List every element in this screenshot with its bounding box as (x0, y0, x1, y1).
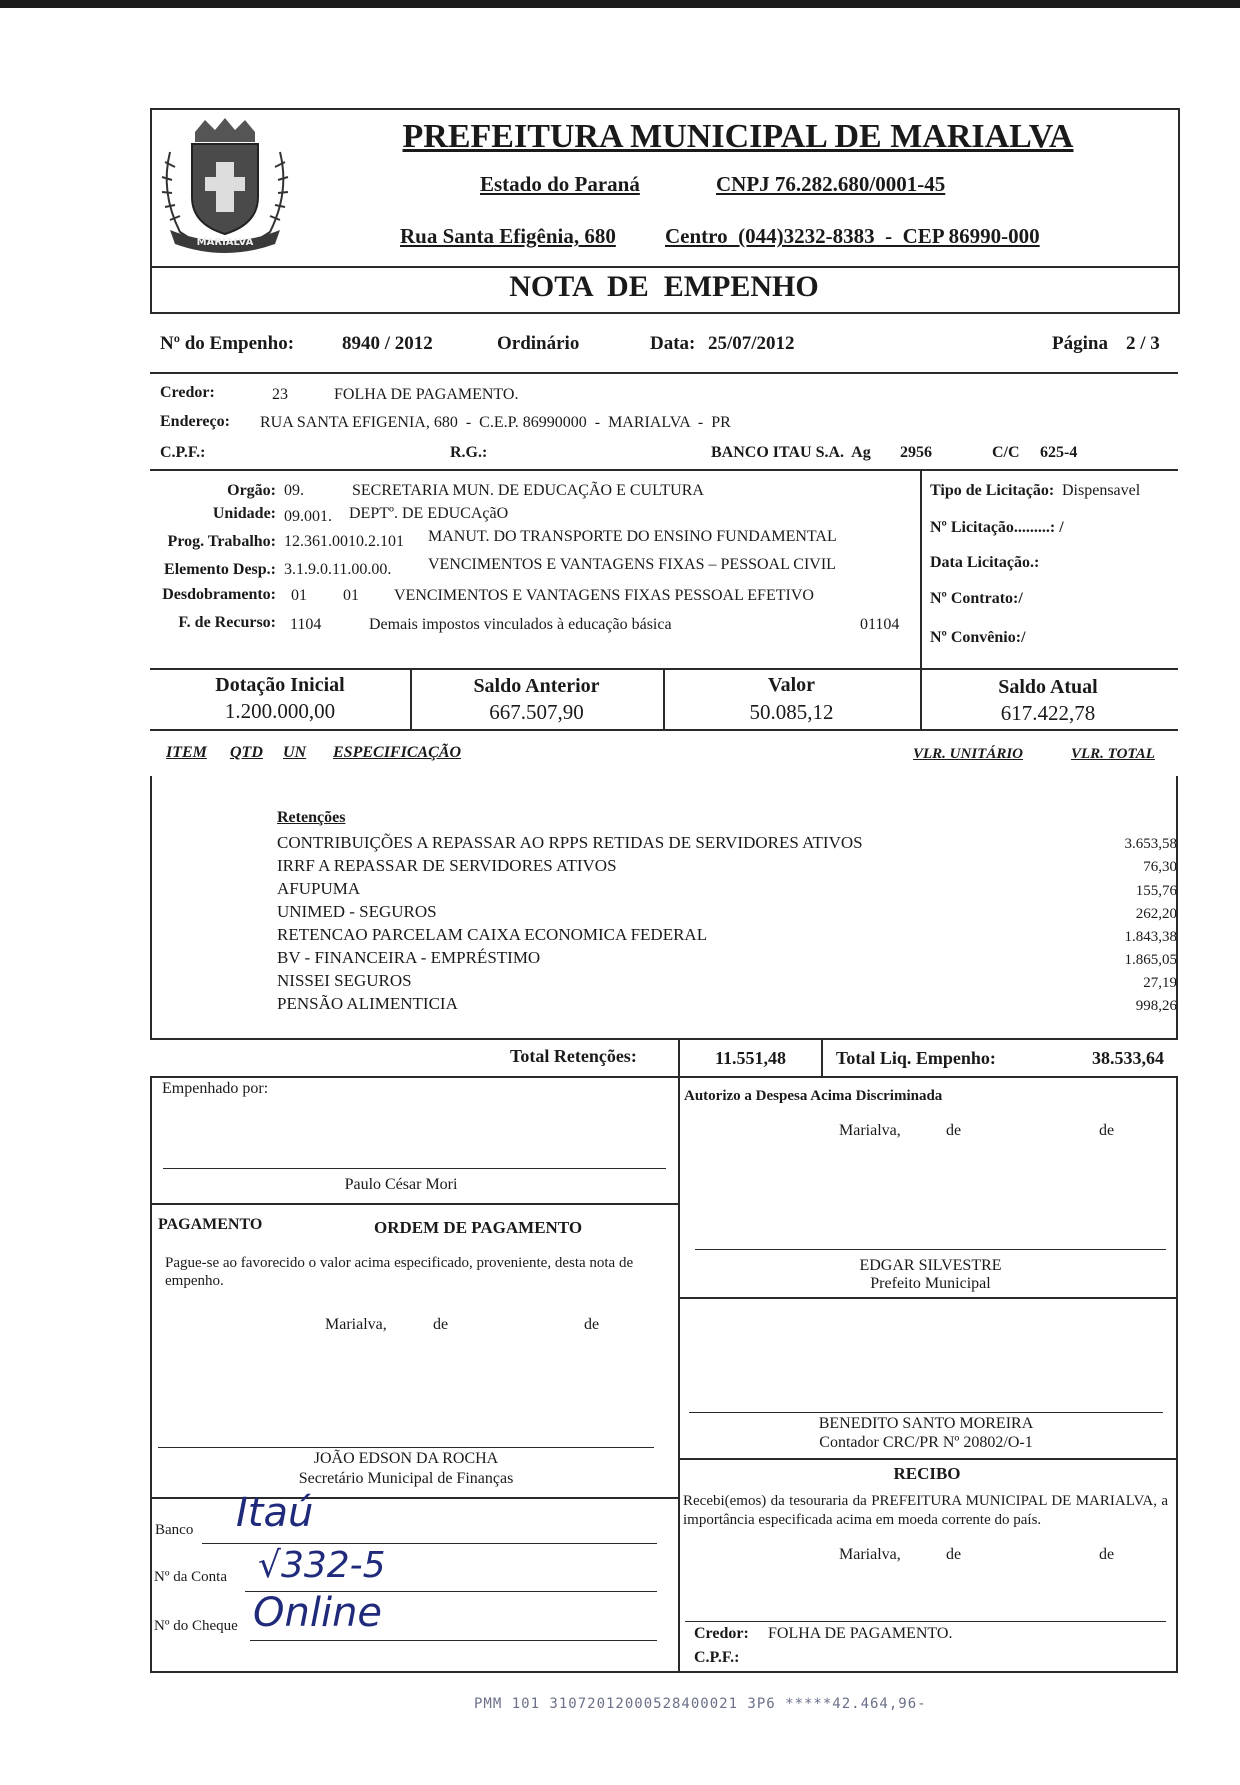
retencoes-title: Retenções (277, 809, 346, 826)
cc-label: C/C (992, 444, 1020, 461)
page-number: 2 / 3 (1126, 333, 1160, 354)
autorizo-label: Autorizo a Despesa Acima Discriminada (684, 1088, 943, 1104)
retencao-desc: PENSÃO ALIMENTICIA (277, 994, 458, 1013)
prefeito-name: EDGAR SILVESTRE (859, 1257, 1002, 1274)
total-liq-value: 38.533,64 (1092, 1048, 1164, 1068)
saldo-anterior-label: Saldo Anterior (473, 675, 600, 697)
col-item: ITEM (166, 744, 207, 761)
document-title: NOTA DE EMPENHO (509, 270, 819, 303)
ordem-pagamento-label: ORDEM DE PAGAMENTO (374, 1218, 583, 1237)
retencao-desc: IRRF A REPASSAR DE SERVIDORES ATIVOS (277, 856, 617, 875)
retencao-value: 27,19 (1143, 975, 1177, 991)
retencao-value: 3.653,58 (1124, 836, 1177, 852)
recibo-cpf-label: C.P.F.: (694, 1649, 740, 1666)
contador-signature-line (689, 1412, 1163, 1413)
orgao-label: Orgão: (227, 482, 276, 499)
prefeito-signature-line (695, 1249, 1166, 1250)
date-value: 25/07/2012 (708, 333, 795, 354)
contador-role: Contador CRC/PR Nº 20802/O-1 (819, 1434, 1033, 1451)
prog-label: Prog. Trabalho: (167, 533, 276, 550)
retencao-desc: RETENCAO PARCELAM CAIXA ECONOMICA FEDERAL (277, 925, 708, 944)
banco-line (202, 1543, 657, 1544)
ordem-de-1: de (433, 1316, 449, 1333)
empenhado-signature-line (163, 1168, 666, 1169)
empenho-type: Ordinário (497, 333, 580, 354)
numero-contrato: Nº Contrato:/ (930, 590, 1023, 607)
total-retencoes-label: Total Retenções: (510, 1046, 637, 1066)
unidade-code: 09.001. (284, 508, 332, 525)
orgao-code: 09. (284, 482, 304, 499)
recurso-code-2: 01104 (860, 616, 900, 633)
secretario-signature-line (158, 1447, 654, 1448)
col-qtd: QTD (230, 744, 263, 761)
retencao-value: 262,20 (1135, 906, 1177, 922)
prefeito-bottom (678, 1297, 1178, 1299)
numero-convenio: Nº Convênio:/ (930, 629, 1026, 646)
retencao-value: 1.865,05 (1124, 952, 1177, 968)
numero-licitacao: Nº Licitação.........: / (930, 519, 1064, 536)
empenhado-bottom (150, 1203, 678, 1205)
cheque-handwriting: Online (253, 1590, 383, 1636)
total-row-sep-2 (821, 1038, 823, 1076)
conta-label: Nº da Conta (154, 1569, 227, 1585)
retencao-value: 76,30 (1143, 859, 1177, 875)
district-phone-cep: Centro (044)3232-8383 - CEP 86990-000 (665, 224, 1040, 248)
secretario-bottom (150, 1497, 678, 1499)
recibo-credor-value: FOLHA DE PAGAMENTO. (768, 1625, 953, 1642)
retencao-desc: UNIMED - SEGUROS (277, 902, 437, 921)
recibo-signature-line (685, 1621, 1166, 1622)
totals-bottom-border (150, 729, 1178, 731)
saldo-atual-label: Saldo Atual (998, 676, 1098, 698)
dotacao-inicial-label: Dotação Inicial (215, 674, 345, 696)
orgao-name: SECRETARIA MUN. DE EDUCAÇÃO E CULTURA (352, 482, 704, 499)
contador-bottom (678, 1458, 1178, 1460)
bank-agency: 2956 (900, 444, 932, 461)
credor-label: Credor: (160, 384, 215, 401)
retencao-desc: BV - FINANCEIRA - EMPRÉSTIMO (277, 948, 541, 967)
total-retencoes-value: 11.551,48 (714, 1048, 786, 1068)
cheque-line (250, 1640, 657, 1641)
col-vlr-total: VLR. TOTAL (1071, 746, 1155, 762)
unidade-name: DEPTº. DE EDUCAçãO (349, 505, 509, 522)
secretario-role: Secretário Municipal de Finanças (298, 1470, 514, 1487)
recibo-credor-label: Credor: (694, 1625, 749, 1642)
retencoes-total-bottom (150, 1076, 1178, 1078)
prog-name: MANUT. DO TRANSPORTE DO ENSINO FUNDAMENTAL (428, 528, 837, 545)
retencao-desc: CONTRIBUIÇÕES A REPASSAR AO RPPS RETIDAS DE SERVIDORES ATIVOS (277, 833, 863, 852)
creditor-divider (150, 469, 1178, 471)
retencao-value: 155,76 (1135, 883, 1177, 899)
lower-left-border (150, 1076, 152, 1671)
elemento-label: Elemento Desp.: (164, 561, 276, 578)
credor-name: FOLHA DE PAGAMENTO. (334, 386, 519, 403)
col-vlr-unitario: VLR. UNITÁRIO (913, 746, 1024, 762)
retencao-value: 998,26 (1135, 998, 1177, 1014)
header-divider (150, 266, 1178, 268)
budget-vertical-divider (920, 469, 922, 668)
coat-of-arms-logo (150, 112, 300, 262)
banco-label: Banco (155, 1522, 194, 1538)
retencao-value: 1.843,38 (1124, 929, 1177, 945)
scan-top-edge (0, 0, 1240, 8)
recibo-text: Recebi(emos) da tesouraria da PREFEITURA MUNICIPAL DE MARIALVA, a importância especificada acima em moeda corrente do país. (683, 1493, 1168, 1528)
col-especificacao: ESPECIFICAÇÃO (333, 744, 462, 761)
contador-name: BENEDITO SANTO MOREIRA (818, 1415, 1034, 1432)
bank-name: BANCO ITAU S.A. Ag (711, 444, 871, 461)
tipo-licitacao-value: Dispensavel (1062, 482, 1141, 499)
items-left-border (150, 776, 152, 1038)
ordem-pagamento-text: Pague-se ao favorecido o valor acima especificado, proveniente, desta nota de empenho. (165, 1255, 634, 1289)
valor-label: Valor (767, 674, 816, 696)
date-label: Data: (650, 333, 696, 354)
col-un: UN (283, 744, 307, 761)
recurso-name: Demais impostos vinculados à educação básica (369, 616, 672, 633)
lower-right-border (1176, 1076, 1178, 1671)
recibo-place: Marialva, (839, 1546, 901, 1563)
tipo-licitacao-label: Tipo de Licitação: (930, 482, 1055, 499)
municipality-title: PREFEITURA MUNICIPAL DE MARIALVA (402, 118, 1074, 155)
retencoes-total-top (150, 1038, 1178, 1040)
page-label: Página (1052, 333, 1108, 354)
retencao-desc: NISSEI SEGUROS (277, 971, 412, 990)
meta-divider (150, 372, 1178, 374)
empenho-number: 8940 / 2012 (342, 333, 433, 354)
seal-label: MARIALVA (196, 237, 254, 248)
elemento-code: 3.1.9.0.11.00.00. (284, 561, 392, 578)
autorizo-place: Marialva, (839, 1122, 901, 1139)
empenho-label: Nº do Empenho: (160, 333, 295, 354)
dotacao-inicial-value: 1.200.000,00 (224, 699, 336, 723)
recibo-de-1: de (946, 1546, 962, 1563)
unidade-label: Unidade: (212, 505, 276, 522)
conta-handwriting: √332-5 (258, 1545, 386, 1586)
rg-label: R.G.: (450, 444, 488, 461)
saldo-atual-value: 617.422,78 (1000, 701, 1096, 725)
pagamento-label: PAGAMENTO (158, 1216, 263, 1233)
saldo-anterior-value: 667.507,90 (489, 700, 584, 724)
cc-value: 625-4 (1040, 444, 1078, 461)
empenhado-por-name: Paulo César Mori (344, 1176, 458, 1193)
empenhado-por-label: Empenhado por: (162, 1080, 269, 1097)
lower-middle-divider (678, 1076, 680, 1671)
recibo-title: RECIBO (893, 1464, 961, 1483)
retencao-desc: AFUPUMA (277, 879, 361, 898)
autorizo-de-1: de (946, 1122, 962, 1139)
cheque-label: Nº do Cheque (154, 1618, 238, 1634)
recurso-label: F. de Recurso: (178, 614, 276, 631)
endereco-label: Endereço: (160, 413, 230, 430)
desdobramento-code-2: 01 (343, 587, 359, 604)
desdobramento-label: Desdobramento: (162, 586, 276, 603)
cnpj: CNPJ 76.282.680/0001-45 (716, 172, 946, 196)
data-licitacao: Data Licitação.: (930, 554, 1040, 571)
prog-code: 12.361.0010.2.101 (284, 533, 404, 550)
recibo-de-2: de (1099, 1546, 1115, 1563)
prefeito-role: Prefeito Municipal (870, 1275, 991, 1292)
endereco-value: RUA SANTA EFIGENIA, 680 - C.E.P. 86990000 - MARIALVA - PR (260, 414, 731, 431)
banco-handwriting: Itaú (236, 1490, 314, 1536)
desdobramento-name: VENCIMENTOS E VANTAGENS FIXAS PESSOAL EFETIVO (394, 587, 814, 604)
recurso-code: 1104 (290, 616, 322, 633)
ocr-code-line: PMM 101 31072012000528400021 3P6 *****42.464,96- (474, 1696, 927, 1712)
elemento-name: VENCIMENTOS E VANTAGENS FIXAS – PESSOAL CIVIL (428, 556, 836, 573)
credor-code: 23 (272, 386, 288, 403)
state-name: Estado do Paraná (480, 172, 640, 196)
secretario-name: JOÃO EDSON DA ROCHA (313, 1450, 499, 1467)
autorizo-de-2: de (1099, 1122, 1115, 1139)
ordem-de-2: de (584, 1316, 600, 1333)
lower-bottom-border (150, 1671, 1178, 1673)
total-liq-label: Total Liq. Empenho: (836, 1048, 996, 1068)
street-address: Rua Santa Efigênia, 680 (400, 224, 616, 248)
desdobramento-code-1: 01 (291, 587, 307, 604)
valor-value: 50.085,12 (749, 700, 834, 724)
cpf-label: C.P.F.: (160, 444, 206, 461)
ordem-place: Marialva, (325, 1316, 387, 1333)
